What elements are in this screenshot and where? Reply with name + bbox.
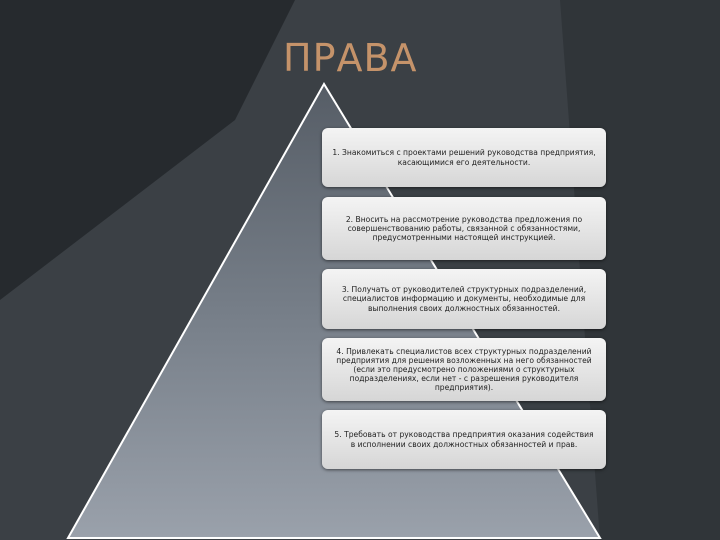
- rights-item-2: [322, 197, 606, 260]
- rights-item-3-text: 3. Получать от руководителей структурных подразделений, специалистов информацию и документы, необходимые для выполнения своих должностных обязанностей.: [341, 285, 587, 313]
- rights-item-3: [322, 269, 606, 329]
- rights-item-5: [322, 410, 606, 469]
- rights-item-1: [322, 128, 606, 187]
- rights-item-4-text: 4. Привлекать специалистов всех структурных подразделений предприятия для решения возложенных на него обязанностей (если это предусмотрено положениями о структурных подразделениях, если нет - с разрешения руководителя предприятия).: [336, 346, 592, 393]
- rights-item-1-text: 1. Знакомиться с проектами решений руководства предприятия, касающимися его деятельности.: [332, 148, 596, 167]
- rights-item-2-text: 2. Вносить на рассмотрение руководства предложения по совершенствованию работы, связанной с обязанностями, предусмотренными настоящей инструкцией.: [345, 214, 583, 243]
- rights-item-5-text: 5. Требовать от руководства предприятия оказания содействия в исполнении своих должностных обязанностей и прав.: [334, 430, 594, 449]
- rights-item-4: [322, 338, 606, 401]
- slide-title: ПРАВА: [283, 36, 418, 80]
